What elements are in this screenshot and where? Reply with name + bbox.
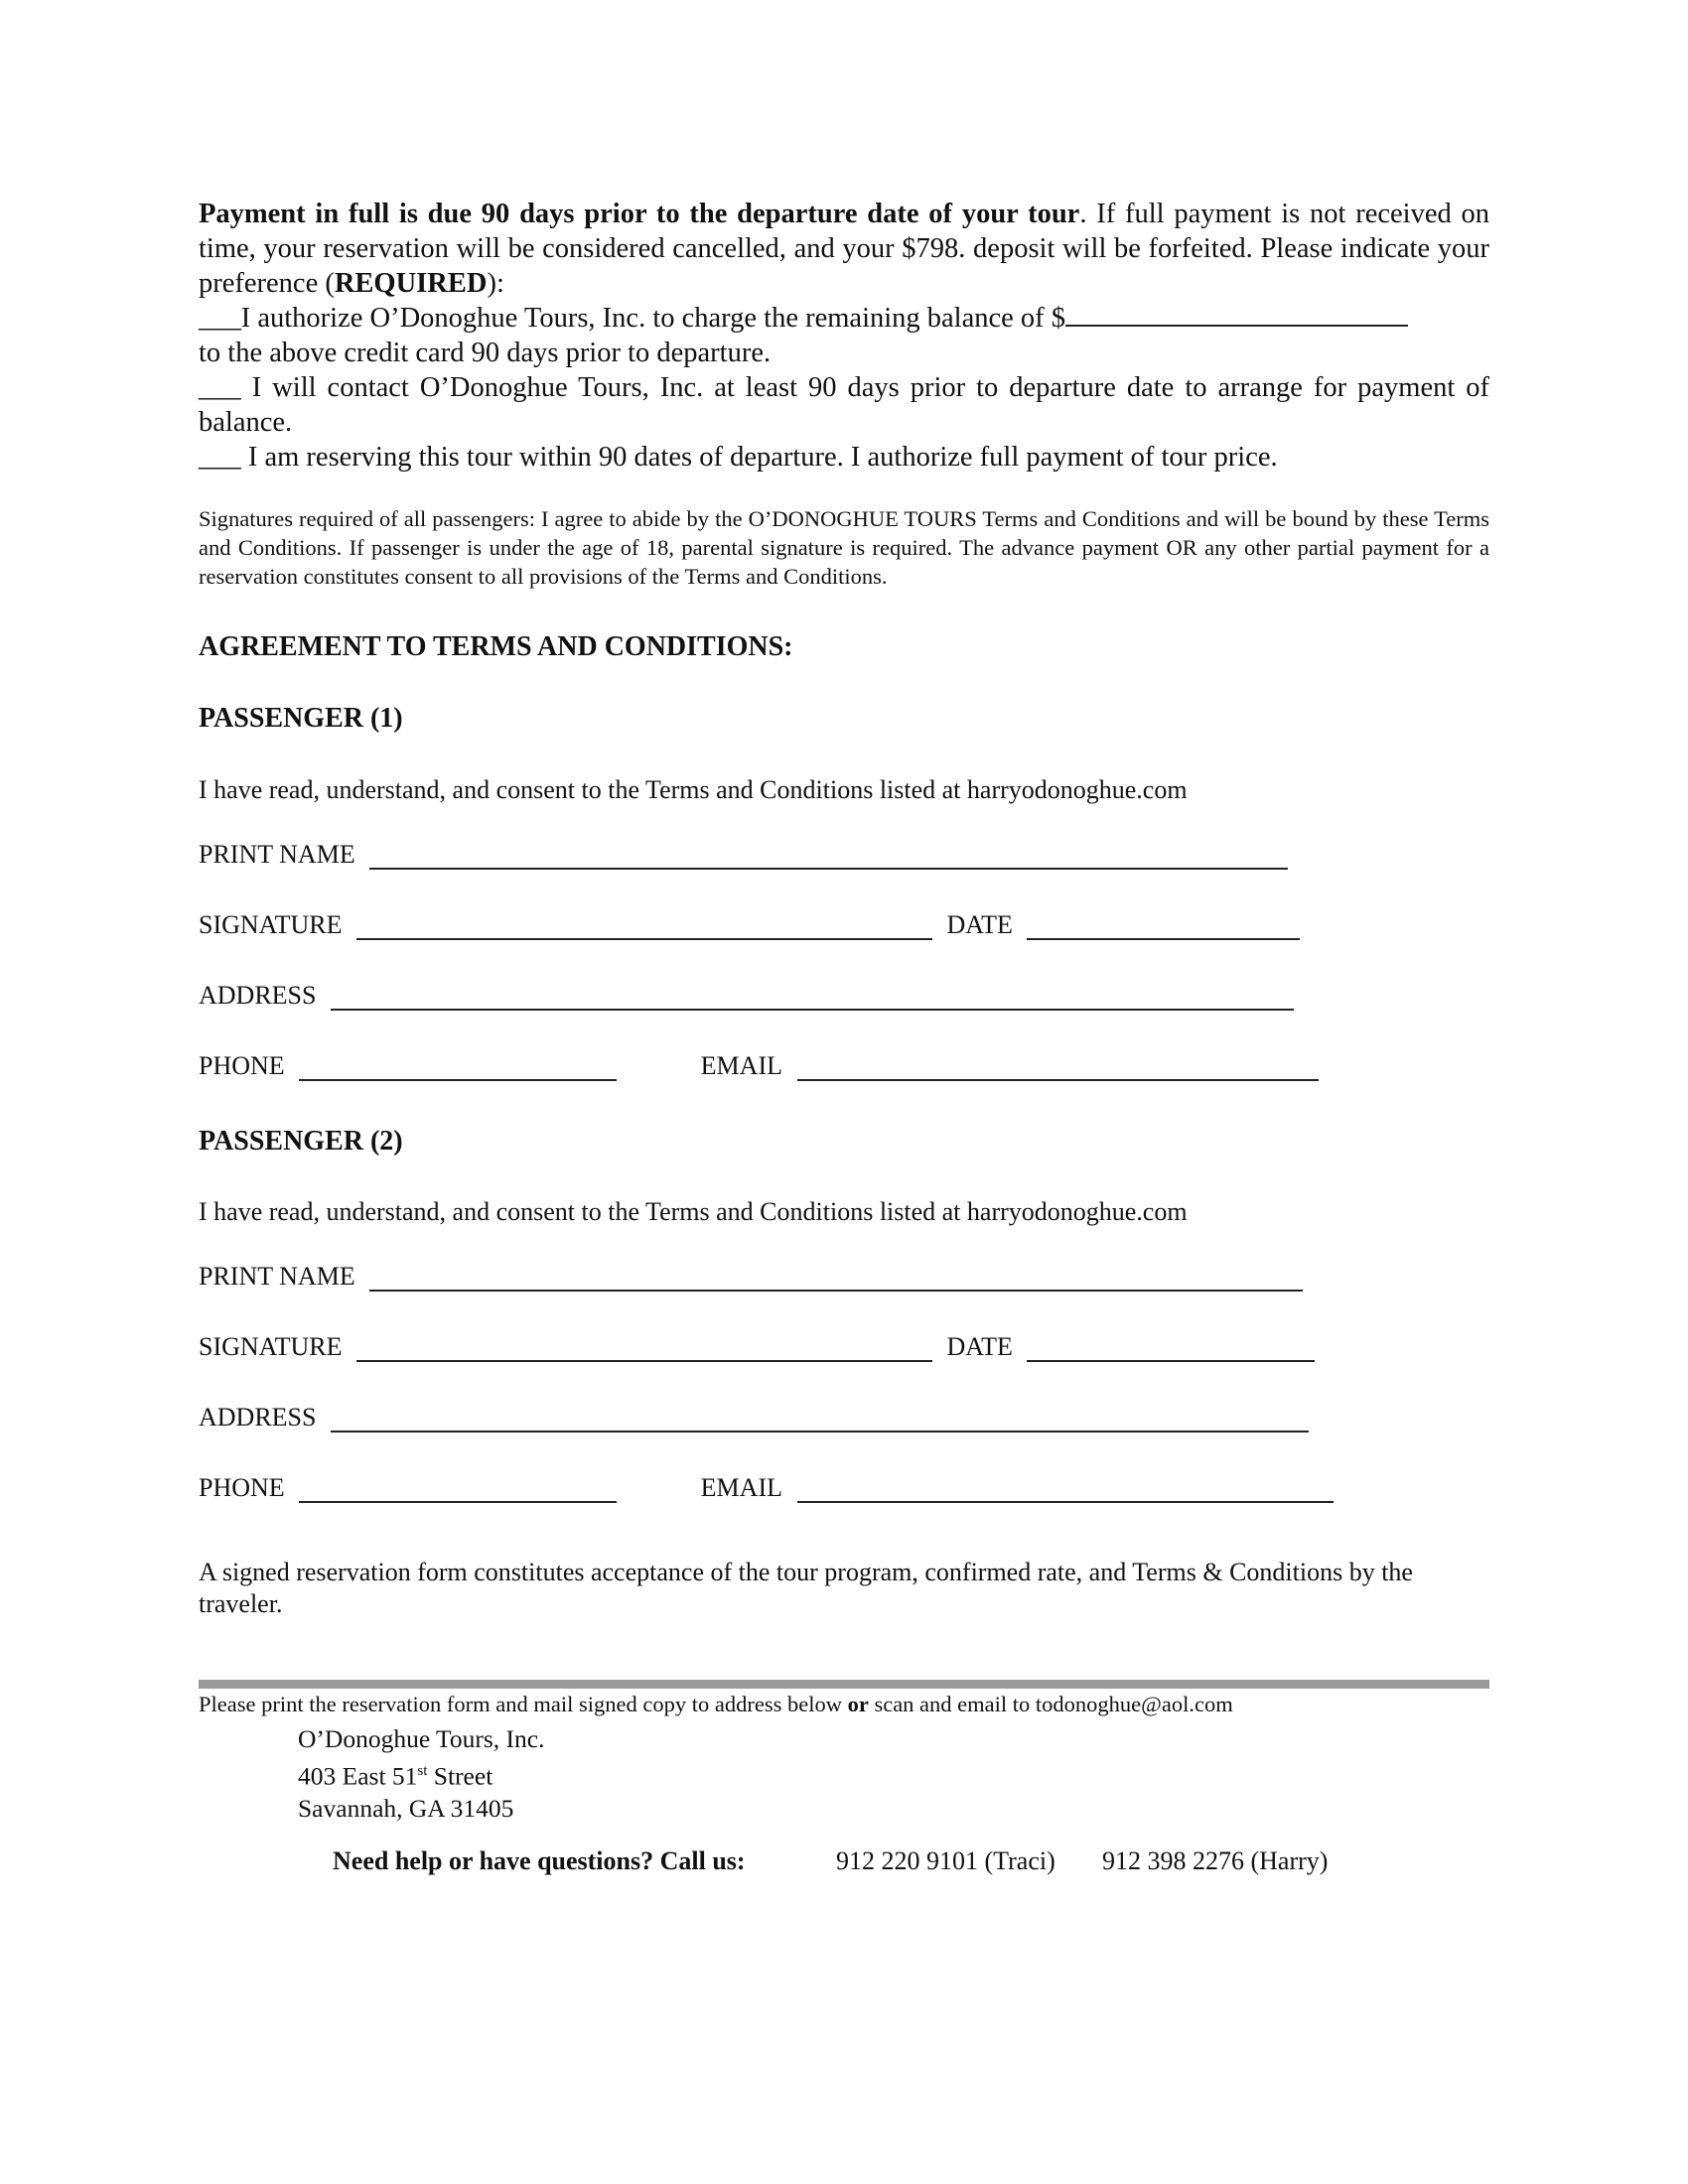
acceptance-note: A signed reservation form constitutes acceptance of the tour program, confirmed rate, and Terms & Conditions by the traveler. — [199, 1558, 1413, 1618]
footer-divider — [199, 1680, 1489, 1689]
passenger-2-date-field[interactable] — [1027, 1332, 1315, 1362]
company-name: O’Donoghue Tours, Inc. — [298, 1724, 545, 1753]
balance-amount-field[interactable] — [1065, 301, 1408, 327]
street-name: Street — [427, 1761, 493, 1791]
payment-option-1 — [199, 301, 1489, 336]
print-name-label: PRINT NAME — [199, 840, 355, 869]
passenger-2-address-row — [199, 1403, 1309, 1438]
option-3-checkline[interactable]: ___ — [199, 442, 241, 473]
signature-label: SIGNATURE — [199, 1332, 343, 1361]
passenger-2-email-field[interactable] — [797, 1473, 1334, 1503]
phone-label: PHONE — [199, 1473, 285, 1502]
passenger-2-phone-field[interactable] — [299, 1473, 617, 1503]
street-number: 403 East 51 — [298, 1761, 418, 1791]
passenger-2-address-field[interactable] — [331, 1403, 1309, 1433]
mail-text-2: scan and email to todonoghue@aol.com — [868, 1692, 1233, 1716]
phone-label: PHONE — [199, 1051, 285, 1080]
payment-option-1-cont: to the above credit card 90 days prior to departure. — [199, 338, 772, 368]
date-label: DATE — [946, 1332, 1013, 1361]
payment-intro-bold: Payment in full is due 90 days prior to the departure date of your tour — [199, 199, 1080, 229]
passenger-1-print-name-row — [199, 840, 1288, 876]
payment-section — [199, 197, 1489, 475]
phone-traci[interactable]: 912 220 9101 (Traci) — [836, 1846, 1055, 1875]
payment-intro-end: ): — [487, 268, 504, 299]
agreement-heading: AGREEMENT TO TERMS AND CONDITIONS: — [199, 631, 793, 662]
mailing-address — [298, 1723, 544, 1825]
option-2-text: I will contact O’Donoghue Tours, Inc. at least 90 days prior to departure date to arrange for payment of balance. — [199, 372, 1489, 438]
option-3-text: I am reserving this tour within 90 dates of departure. I authorize full payment of tour price. — [240, 442, 1278, 473]
payment-intro — [199, 197, 1489, 301]
reservation-page — [199, 197, 1489, 1875]
option-1-text: I authorize O’Donoghue Tours, Inc. to charge the remaining balance of $ — [240, 303, 1066, 334]
street-address — [298, 1755, 544, 1793]
print-name-label: PRINT NAME — [199, 1262, 355, 1291]
passenger-2-print-name-field[interactable] — [369, 1262, 1303, 1292]
required-label: REQUIRED — [334, 268, 488, 299]
mail-instructions — [199, 1692, 1233, 1717]
payment-intro-text: . If full payment is not received on time, your reservation will be considered cancelled, and your $798. deposit will be forfeited. Please indicate your preference ( — [199, 199, 1489, 299]
passenger-2-signature-field[interactable] — [356, 1332, 932, 1362]
passenger-1-heading: PASSENGER (1) — [199, 703, 403, 734]
passenger-2-consent: I have read, understand, and consent to the Terms and Conditions listed at harryodonoghue.com — [199, 1197, 1188, 1226]
email-label: EMAIL — [700, 1051, 782, 1080]
date-label: DATE — [946, 910, 1013, 939]
street-suffix: st — [417, 1763, 428, 1779]
payment-option-2 — [199, 370, 1489, 440]
signatures-required-text: Signatures required of all passengers: I agree to abide by the O’DONOGHUE TOURS Terms and Conditions and will be bound by these Terms and Conditions. If passenger is under the age of 18, parental signature is required. The advance payment OR any other partial payment for a reservation constitutes consent to all provisions of the Terms and Conditions. — [199, 506, 1489, 589]
option-2-checkline[interactable]: ___ — [199, 372, 241, 403]
passenger-2-print-name-row — [199, 1262, 1303, 1297]
passenger-1-consent: I have read, understand, and consent to the Terms and Conditions listed at harryodonoghue.com — [199, 775, 1188, 804]
passenger-2-heading: PASSENGER (2) — [199, 1126, 403, 1157]
passenger-1-print-name-field[interactable] — [369, 840, 1288, 870]
passenger-1-signature-row — [199, 910, 1300, 946]
phone-harry[interactable]: 912 398 2276 (Harry) — [1102, 1846, 1329, 1875]
email-label: EMAIL — [700, 1473, 782, 1502]
passenger-1-date-field[interactable] — [1027, 910, 1300, 940]
mail-text-1: Please print the reservation form and mail signed copy to address below — [199, 1692, 848, 1716]
passenger-1-email-field[interactable] — [797, 1051, 1319, 1081]
passenger-2-signature-row — [199, 1332, 1315, 1368]
passenger-1-signature-field[interactable] — [356, 910, 932, 940]
passenger-2-contact-row — [199, 1473, 1334, 1509]
passenger-1-contact-row — [199, 1051, 1319, 1087]
passenger-1-address-field[interactable] — [331, 981, 1294, 1011]
address-label: ADDRESS — [199, 1403, 317, 1432]
help-label: Need help or have questions? Call us: — [333, 1846, 746, 1875]
city-state-zip: Savannah, GA 31405 — [298, 1793, 514, 1823]
passenger-1-address-row — [199, 981, 1294, 1017]
passenger-1-phone-field[interactable] — [299, 1051, 617, 1081]
option-1-checkline[interactable]: ___ — [199, 303, 241, 334]
address-label: ADDRESS — [199, 981, 317, 1010]
signature-label: SIGNATURE — [199, 910, 343, 939]
payment-option-3 — [199, 440, 1489, 475]
mail-or: or — [847, 1692, 869, 1716]
